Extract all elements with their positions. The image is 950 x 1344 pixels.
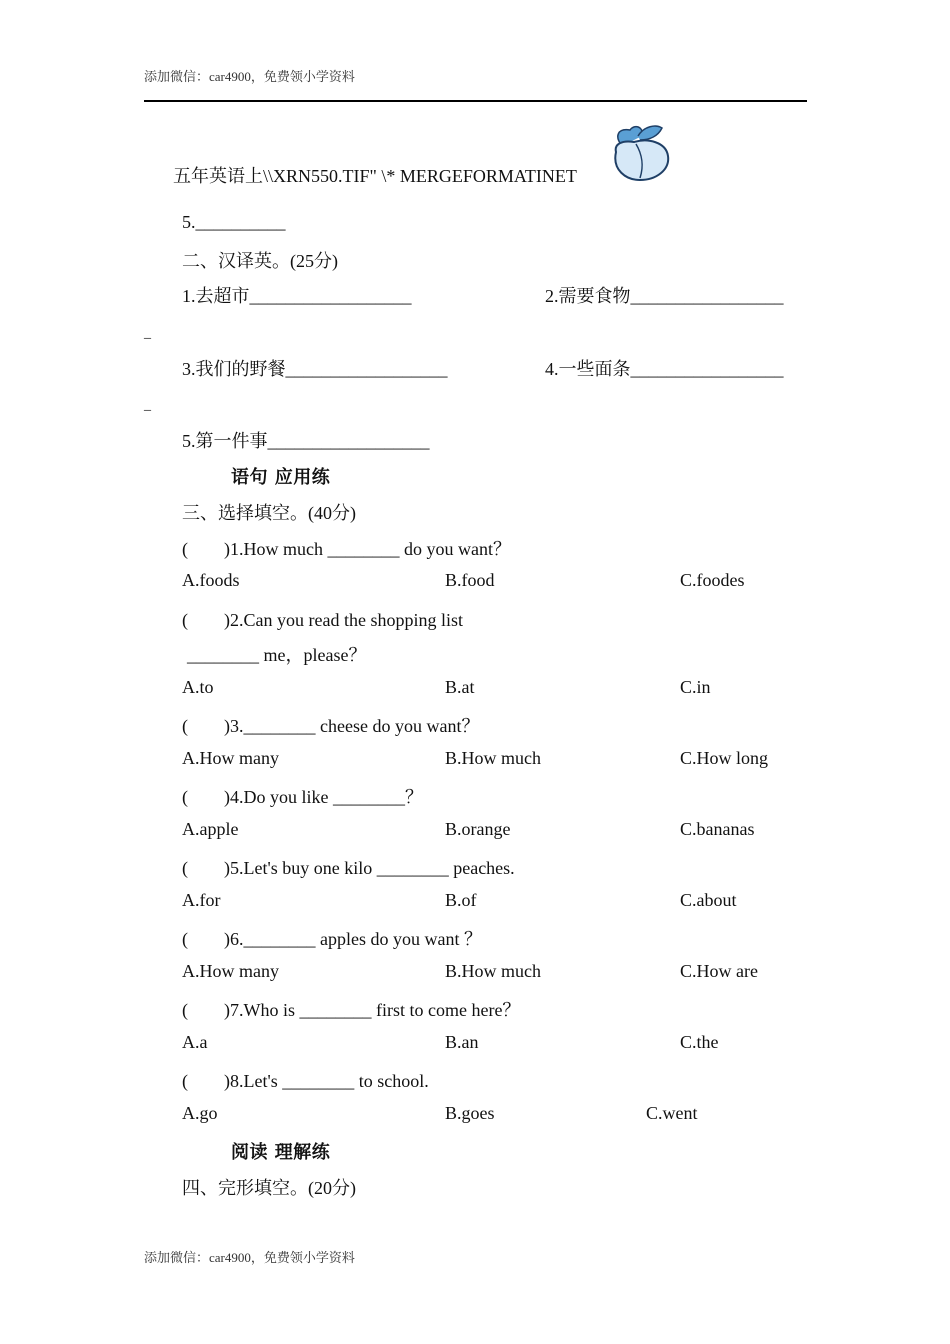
q3-option-b: B.How much	[445, 748, 541, 768]
q3-stem: ( )3.________ cheese do you want？	[182, 716, 480, 736]
q8-stem: ( )8.Let's ________ to school.	[182, 1071, 429, 1091]
section-2-heading: 二、汉译英。(25分)	[182, 251, 338, 271]
q5-option-c: C.about	[680, 890, 737, 910]
q8-option-a: A.go	[182, 1103, 218, 1123]
q1-option-a: A.foods	[182, 570, 240, 590]
q1-option-c: C.foodes	[680, 570, 745, 590]
q4-option-a: A.apple	[182, 819, 239, 839]
q7-option-b: B.an	[445, 1032, 479, 1052]
q8-option-c: C.went	[646, 1103, 698, 1123]
q5-option-b: B.of	[445, 890, 477, 910]
q6-option-b: B.How much	[445, 961, 541, 981]
q3-option-a: A.How many	[182, 748, 279, 768]
q8-option-b: B.goes	[445, 1103, 495, 1123]
q6-option-a: A.How many	[182, 961, 279, 981]
page-title: 五年英语上\\XRN550.TIF" \* MERGEFORMATINET	[173, 166, 577, 186]
peach-icon	[604, 122, 674, 184]
section-4-heading: 四、完形填空。(20分)	[182, 1178, 356, 1198]
part2-item-3: 3.我们的野餐__________________	[182, 359, 448, 379]
header-rule	[144, 100, 807, 102]
q6-option-c: C.How are	[680, 961, 758, 981]
footer-text: 添加微信：car4900，免费领小学资料	[144, 1250, 355, 1265]
header-text: 添加微信：car4900，免费领小学资料	[144, 69, 355, 84]
q2-stem: ( )2.Can you read the shopping list	[182, 610, 463, 630]
q6-stem: ( )6.________ apples do you want ？	[182, 929, 482, 949]
q7-option-a: A.a	[182, 1032, 208, 1052]
q1-option-b: B.food	[445, 570, 495, 590]
q2-stem-cont: ________ me，please？	[187, 645, 367, 665]
q2-option-c: C.in	[680, 677, 711, 697]
q5-option-a: A.for	[182, 890, 221, 910]
q4-option-c: C.bananas	[680, 819, 755, 839]
part2-item-2: 2.需要食物_________________	[545, 286, 784, 306]
part2-item-4: 4.一些面条_________________	[545, 359, 784, 379]
q5-stem: ( )5.Let's buy one kilo ________ peaches.	[182, 858, 515, 878]
q7-stem: ( )7.Who is ________ first to come here？	[182, 1000, 521, 1020]
q2-option-a: A.to	[182, 677, 214, 697]
q7-option-c: C.the	[680, 1032, 719, 1052]
part2-item-1: 1.去超市__________________	[182, 286, 412, 306]
part1-item-5: 5.__________	[182, 212, 286, 232]
part2-item-5: 5.第一件事__________________	[182, 431, 430, 451]
part2-overflow-2: _	[144, 398, 151, 413]
q4-option-b: B.orange	[445, 819, 511, 839]
section-3-heading: 三、选择填空。(40分)	[182, 503, 356, 523]
subheading-sentence-practice: 语句 应用练	[231, 467, 331, 488]
q3-option-c: C.How long	[680, 748, 769, 768]
q4-stem: ( )4.Do you like ________？	[182, 787, 423, 807]
part2-overflow-1: _	[144, 326, 151, 341]
q1-stem: ( )1.How much ________ do you want？	[182, 539, 511, 559]
q2-option-b: B.at	[445, 677, 475, 697]
subheading-reading-practice: 阅读 理解练	[231, 1142, 331, 1163]
